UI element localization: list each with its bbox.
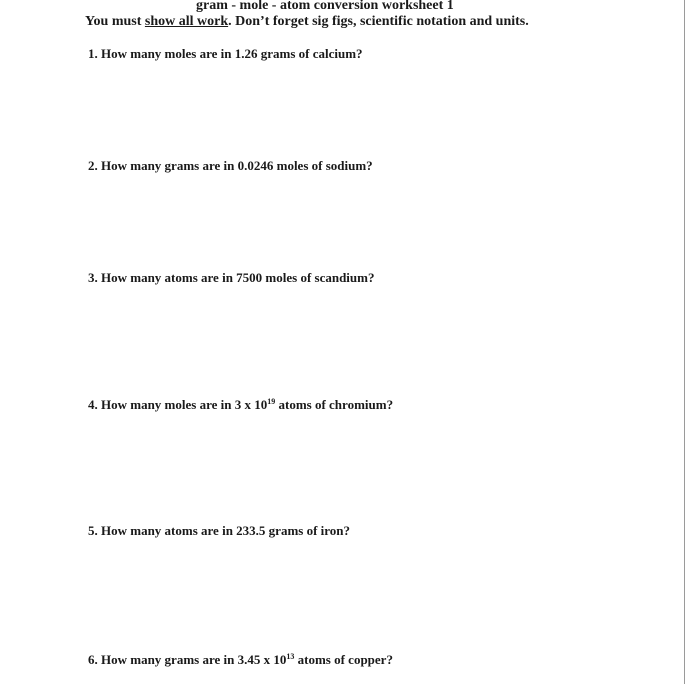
question-text-post: atoms of copper? <box>294 652 393 667</box>
question-text-pre: How many grams are in 3.45 x 10 <box>101 652 287 667</box>
instructions-part-1: You must <box>85 14 145 29</box>
question-5 <box>88 523 350 539</box>
question-6 <box>88 652 393 668</box>
instructions-part-2: . Don’t forget sig figs, scientific notation and units. <box>228 14 529 29</box>
question-2 <box>88 158 373 174</box>
question-number: 4. <box>88 397 98 412</box>
question-text: How many atoms are in 7500 moles of scandium? <box>101 270 375 285</box>
question-number: 5. <box>88 523 98 538</box>
question-1 <box>88 46 363 62</box>
question-text <box>101 397 393 412</box>
question-number: 6. <box>88 652 98 667</box>
instructions <box>85 14 529 30</box>
question-4 <box>88 397 393 413</box>
exponent: 19 <box>267 397 276 406</box>
question-text-post: atoms of chromium? <box>275 397 394 412</box>
question-number: 1. <box>88 46 98 61</box>
question-3 <box>88 270 374 286</box>
question-text: How many moles are in 1.26 grams of calcium? <box>101 46 363 61</box>
question-text <box>101 652 393 667</box>
question-text-pre: How many moles are in 3 x 10 <box>101 397 268 412</box>
worksheet-title: gram - mole - atom conversion worksheet 1 <box>196 0 454 13</box>
question-number: 2. <box>88 158 98 173</box>
exponent: 13 <box>286 652 295 661</box>
page-edge-line <box>684 0 685 684</box>
question-number: 3. <box>88 270 98 285</box>
question-text: How many atoms are in 233.5 grams of iron? <box>101 523 351 538</box>
question-text: How many grams are in 0.0246 moles of sodium? <box>101 158 373 173</box>
instructions-underlined: show all work <box>144 14 229 29</box>
